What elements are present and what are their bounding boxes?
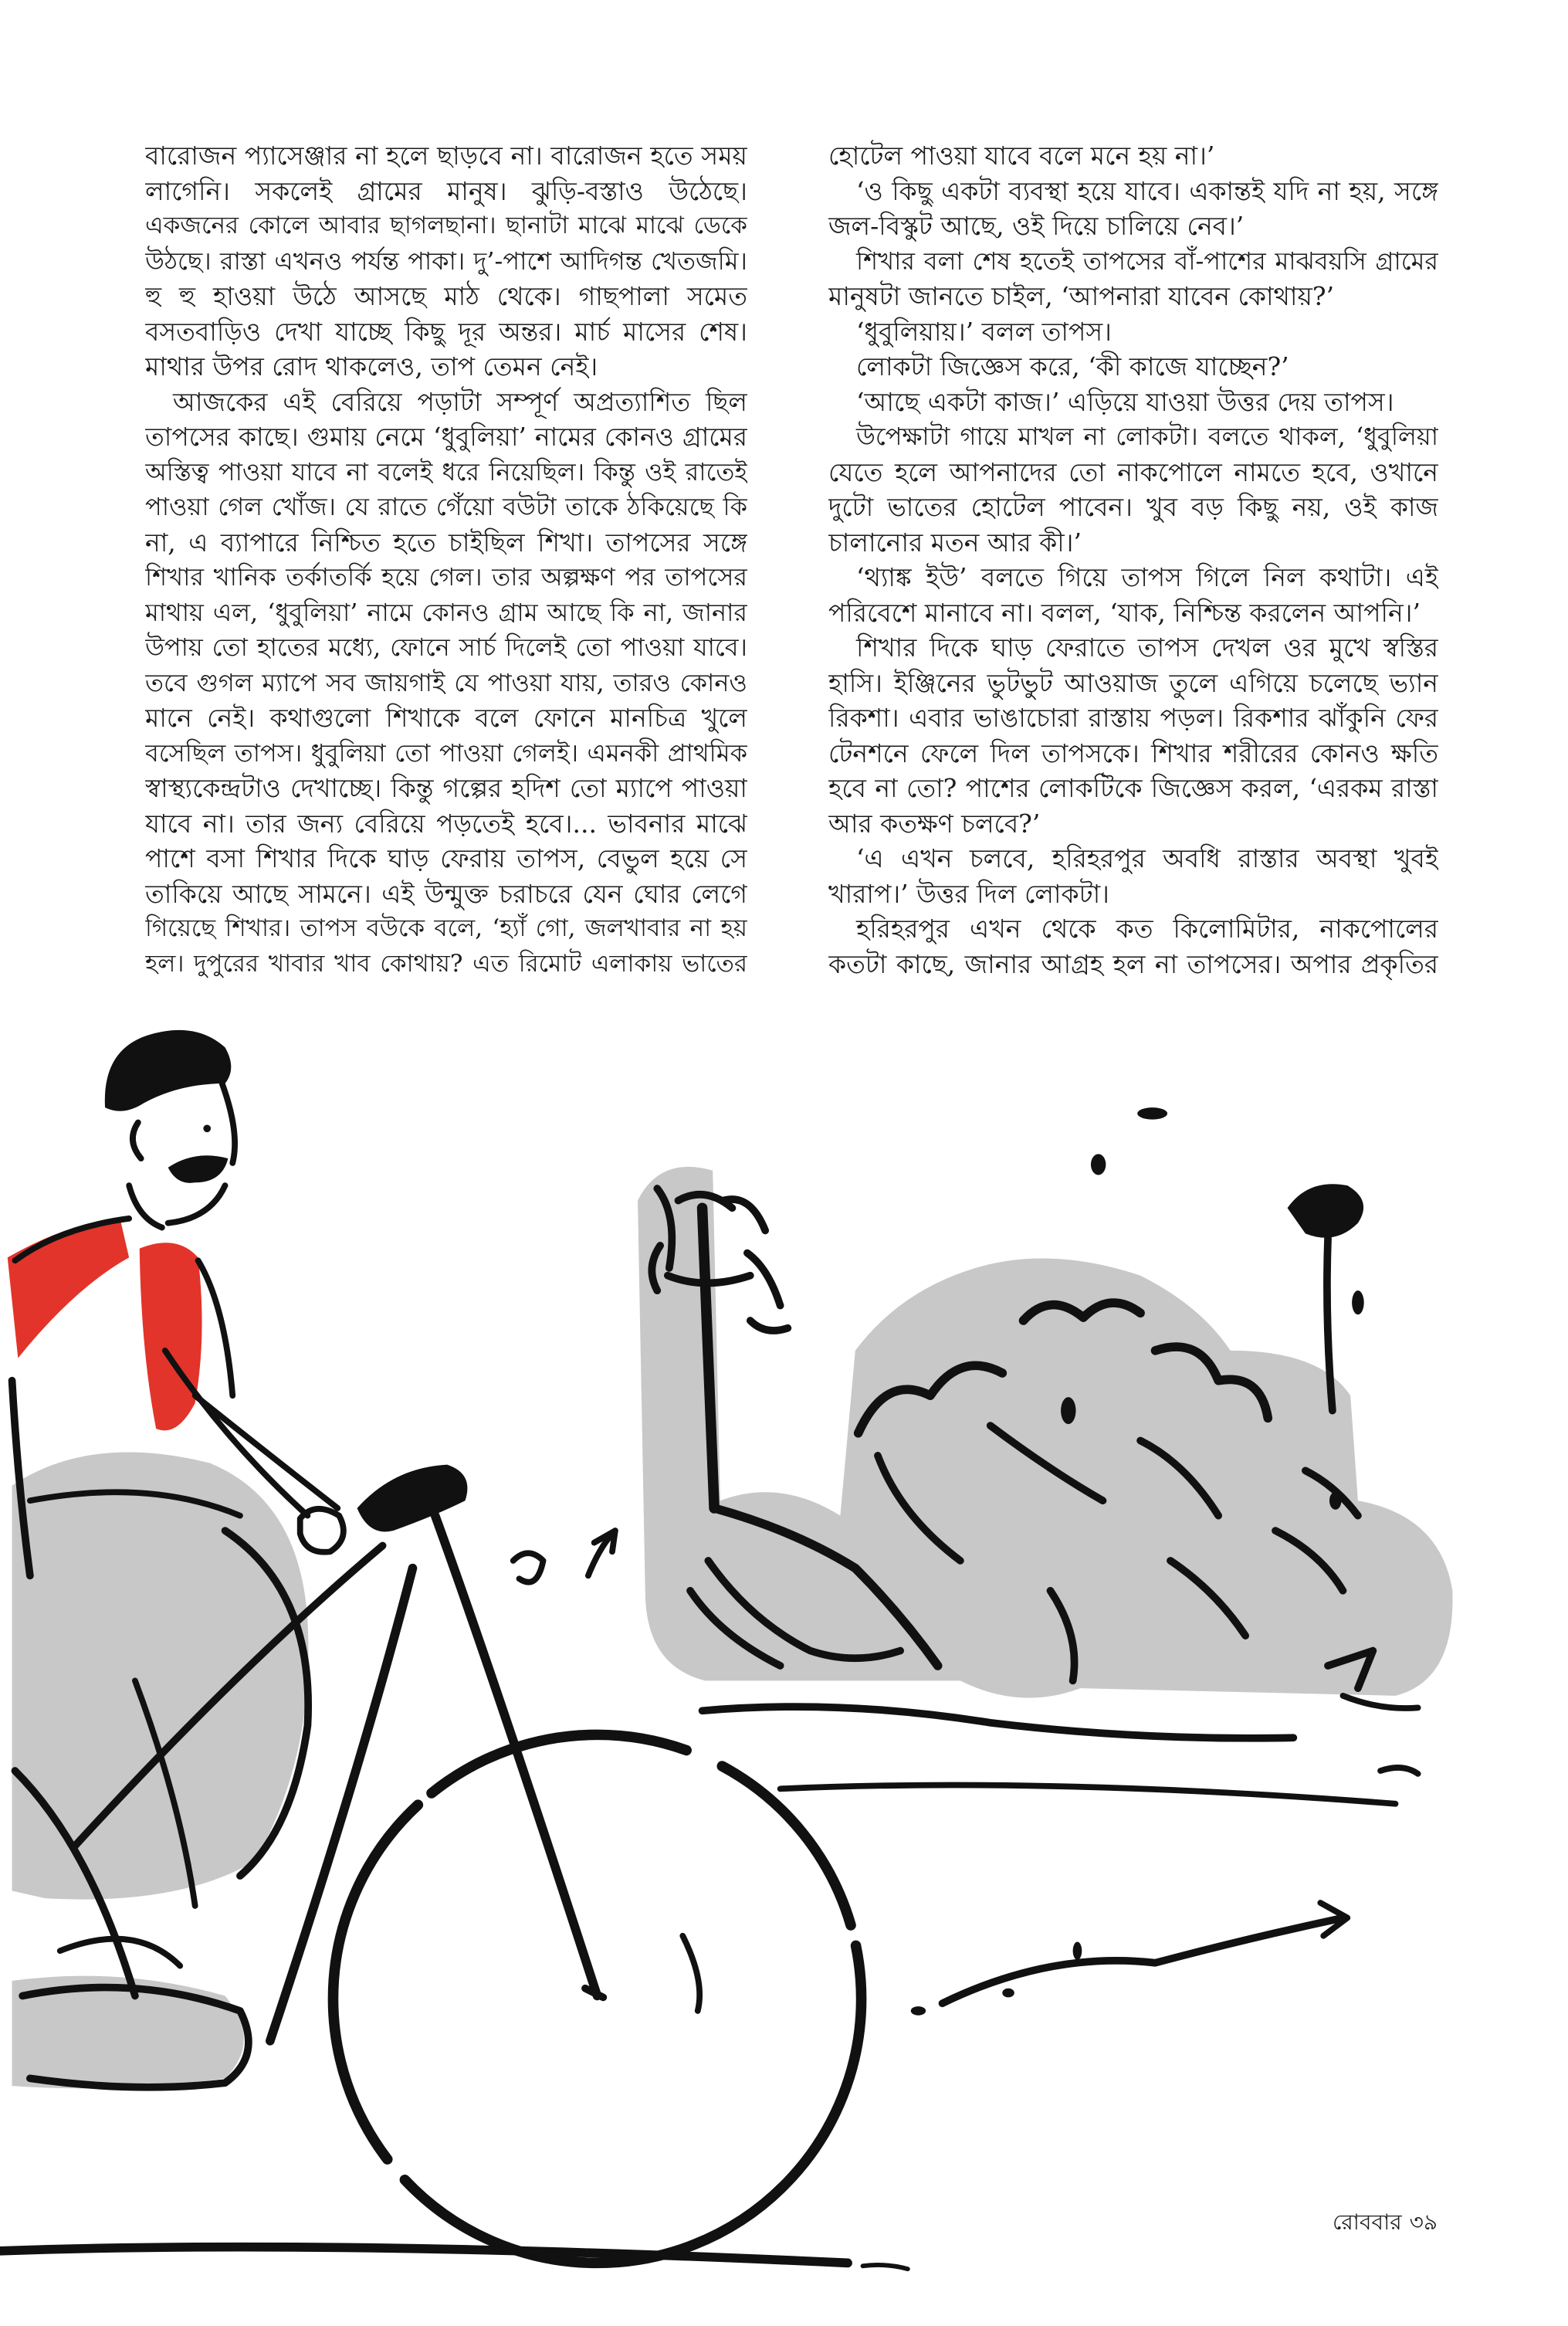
text-line: হরিহরপুর এখন থেকে কত কিলোমিটার, নাকপোলের — [856, 914, 1438, 944]
text-line: তবে গুগল ম্যাপে সব জায়গাই যে পাওয়া যায়, তারও কোনও — [145, 667, 747, 697]
ink-speck — [911, 2006, 926, 2016]
right-text-column — [828, 138, 1438, 982]
leaf-stroke — [723, 1199, 765, 1230]
paragraph — [828, 244, 1438, 314]
lower-leg-outline — [135, 1680, 195, 1905]
top-tube — [75, 1546, 382, 1846]
page-number: ৩৯ — [1409, 2209, 1438, 2235]
red-vest — [8, 1219, 202, 1430]
text-line: দুটো ভাতের হোটেল পাবেন। খুব বড় কিছু নয়, ওই কাজ — [828, 492, 1438, 522]
text-line: ‘আছে একটা কাজ।’ এড়িয়ে যাওয়া উত্তর দেয় তাপস। — [856, 386, 1394, 417]
road-line — [703, 1707, 1294, 1738]
neck-outline — [129, 1185, 162, 1227]
grass-stroke — [588, 1531, 615, 1575]
arm-outline-lower — [195, 1395, 338, 1508]
bush-stroke — [991, 1426, 1103, 1500]
text-line: তাকিয়ে আছে সামনে। এই উন্মুক্ত চরাচরে যেন ঘোর লেগে — [145, 878, 747, 909]
paragraph — [828, 841, 1438, 911]
bush-stroke — [878, 1456, 960, 1561]
arm-outline-upper — [165, 1351, 308, 1516]
leaf-stroke — [747, 1253, 781, 1306]
paragraph — [828, 174, 1438, 244]
wheel-hub — [585, 1989, 603, 1998]
text-line: খারাপ।’ উত্তর দিল লোকটা। — [828, 878, 1109, 909]
eye — [203, 1124, 211, 1132]
bush-stroke — [1050, 1591, 1074, 1681]
left-text-column — [145, 138, 747, 982]
leaf-stroke — [657, 1188, 672, 1268]
paragraph — [828, 419, 1438, 560]
hand — [300, 1509, 344, 1552]
leaf-arrow — [1328, 1651, 1373, 1689]
paragraph — [828, 314, 1438, 350]
wheel-mark — [682, 1936, 699, 2011]
road-dash — [863, 2265, 908, 2269]
text-line: মানুষটা জানতে চাইল, ‘আপনারা যাবেন কোথায়?’ — [828, 281, 1335, 311]
bush-outline — [859, 1365, 1003, 1433]
text-line: তাপসের কাছে। গুমায় নেমে ‘ধুবুলিয়া’ নামের কোনও গ্রামের — [145, 422, 747, 452]
text-line: শিখার বলা শেষ হতেই তাপসের বাঁ-পাশের মাঝবয়সি গ্রামের — [856, 246, 1438, 276]
paragraph — [145, 138, 747, 385]
text-line: পাওয়া গেল খোঁজ। যে রাতে গেঁয়ো বউটা তাকে ঠকিয়েছে কি — [145, 492, 747, 521]
text-line: টেনশনে ফেলে দিল তাপসকে। শিখার শরীরের কোনও ক্ষতি — [828, 737, 1438, 768]
text-line: শিখার দিকে ঘাড় ফেরাতে তাপস দেখল ওর মুখে স্বস্তির — [856, 632, 1438, 663]
text-line: কতটা কাছে, জানার আগ্রহ হল না তাপসের। অপার প্রকৃতির — [828, 948, 1438, 979]
chin-outline — [168, 1185, 225, 1223]
flower-head — [1288, 1184, 1364, 1238]
front-wheel — [333, 1734, 861, 2263]
flower-stem — [1327, 1238, 1333, 1410]
text-line: বসতবাড়িও দেখা যাচ্ছে কিছু দূর অন্তর। মার্চ মাসের শেষ। — [145, 316, 747, 347]
shoulder-outline — [15, 1219, 129, 1260]
text-line: ‘ও কিছু একটা ব্যবস্থা হয়ে যাবে। একান্তই যদি না হয়, সঙ্গে — [856, 175, 1438, 206]
bush-outline — [1156, 1347, 1268, 1418]
bush-stroke — [1170, 1561, 1245, 1636]
text-line: আর কতক্ষণ চলবে?’ — [828, 808, 1041, 839]
text-line: উঠছে। রাস্তা এখনও পর্যন্ত পাকা। দু’-পাশে আদিগন্ত খেতজমি। — [145, 246, 747, 276]
chest-outline — [198, 1260, 233, 1395]
road-right — [703, 1707, 1418, 2016]
text-line: আজকের এই বেরিয়ে পড়াটা সম্পূর্ণ অপ্রত্যাশিত ছিল — [173, 386, 747, 417]
leaf-stroke — [750, 1321, 788, 1331]
text-line: মাথার উপর রোদ থাকলেও, তাপ তেমন নেই। — [145, 351, 598, 381]
bicycle — [15, 1465, 861, 2263]
text-line: না, এ ব্যাপারে নিশ্চিত হতে চাইছিল শিখা। তাপসের সঙ্গে — [145, 527, 747, 558]
leaf-stroke — [652, 1246, 660, 1290]
ink-speck — [1137, 1107, 1167, 1120]
crank-outline — [60, 1939, 180, 1966]
face-outline — [222, 1083, 235, 1163]
foot-outline — [22, 1988, 249, 2087]
rear-fender — [15, 1771, 134, 1995]
text-line: একজনের কোলে আবার ছাগলছানা। ছানাটা মাঝে মাঝে ডেকে — [145, 212, 747, 239]
text-line: হু হু হাওয়া উঠে আসছে মাঠ থেকে। গাছপালা সমেত — [145, 281, 747, 311]
text-line: অস্তিত্ব পাওয়া যাবে না বলেই ধরে নিয়েছিল। কিন্তু ওই রাতেই — [145, 456, 747, 487]
cyclist — [12, 1030, 344, 2087]
down-tube — [270, 1568, 413, 2041]
foot-shade — [12, 1976, 244, 2089]
road-line — [781, 1785, 1396, 1804]
grey-shading — [12, 1167, 1453, 2088]
text-line: হোটেল পাওয়া যাবে বলে মনে হয় না।’ — [828, 141, 1215, 171]
text-line: যাবে না। তার জন্য বেরিয়ে পড়তেই হবে।... ভাবনার মাঝে — [145, 808, 747, 839]
paragraph — [145, 385, 747, 982]
leaf-stroke — [678, 1195, 732, 1208]
shrub-stroke — [690, 1591, 781, 1666]
road-line — [0, 2247, 848, 2263]
road-dash — [1380, 1768, 1418, 1774]
bush-stroke — [1306, 1470, 1358, 1515]
text-line: শিখার খানিক তর্কাতর্কি হয়ে গেল। তার অল্পক্ষণ পর তাপসের — [145, 562, 747, 592]
trousers-shade — [12, 1453, 309, 1900]
leaf-stroke — [1343, 1696, 1417, 1708]
cap — [105, 1030, 232, 1111]
knee-outline — [225, 1531, 309, 1876]
text-line: ‘থ্যাঙ্ক ইউ’ বলতে গিয়ে তাপস গিলে নিল কথাটা। এই — [856, 562, 1438, 592]
bush-stroke — [1140, 1440, 1218, 1515]
text-line: হল। দুপুরের খাবার খাব কোথায়? এত রিমোট এলাকায় ভাতের — [145, 949, 747, 978]
ink-speck — [1002, 1989, 1014, 1998]
mustache — [168, 1155, 229, 1183]
text-line: বারোজন প্যাসেঞ্জার না হলে ছাড়বে না। বারোজন হতে সময় — [145, 141, 747, 171]
ink-speck — [1091, 1154, 1106, 1175]
text-line: বসেছিল তাপস। ধুবুলিয়া তো পাওয়া গেলই। এমনকী প্রাথমিক — [145, 737, 747, 768]
shrub-stroke — [708, 1561, 900, 1658]
grass-stroke — [594, 1531, 615, 1551]
ink-speck — [1329, 1492, 1342, 1510]
text-line: মানে নেই। কথাগুলো শিখাকে বলে ফোনে মানচিত্র খুলে — [145, 703, 747, 733]
paragraph — [828, 349, 1438, 385]
text-line: লোকটা জিজ্ঞেস করে, ‘কী কাজে যাচ্ছেন?’ — [856, 351, 1289, 381]
text-line: স্বাস্থ্যকেন্দ্রটাও দেখাচ্ছে। কিন্তু গল্পের হদিশ তো ম্যাপে পাওয়া — [145, 773, 747, 803]
text-line: হবে না তো? পাশের লোকটিকে জিজ্ঞেস করল, ‘এরকম রাস্তা — [828, 773, 1438, 803]
bush-stroke — [1275, 1531, 1343, 1591]
text-line: চালানোর মতন আর কী।’ — [828, 527, 1082, 558]
roadside-foliage — [513, 1107, 1418, 1708]
shrub-stroke — [714, 1508, 938, 1666]
page-footer — [1333, 2209, 1438, 2236]
magazine-name: রোববার — [1333, 2209, 1402, 2235]
text-line: রিকশা। এবার ভাঙাচোরা রাস্তায় পড়ল। রিকশার ঝাঁকুনি ফের — [828, 703, 1438, 733]
front-fork — [435, 1516, 598, 1996]
text-line: ‘এ এখন চলবে, হরিহরপুর অবধি রাস্তার অবস্থা খুবই — [856, 843, 1438, 873]
paragraph — [828, 630, 1438, 841]
ink-speck — [1061, 1397, 1075, 1424]
text-line: পরিবেশে মানাবে না। বলল, ‘যাক, নিশ্চিন্ত করলেন আপনি।’ — [828, 597, 1421, 628]
paragraph — [828, 138, 1438, 174]
paragraph — [828, 560, 1438, 630]
ear — [133, 1123, 141, 1159]
text-line: গিয়েছে শিখার। তাপস বউকে বলে, ‘হ্যাঁ গো, জলখাবার না হয় — [145, 914, 747, 942]
waist-outline — [30, 1492, 240, 1515]
text-line: লাগেনি। সকলেই গ্রামের মানুষ। ঝুড়ি-বস্তাও উঠেছে। — [145, 175, 747, 206]
red-vest-strap — [8, 1219, 129, 1358]
paragraph — [828, 911, 1438, 982]
road-line — [943, 1917, 1343, 2003]
text-line: পাশে বসা শিখার দিকে ঘাড় ফেরায় তাপস, বেভুল হয়ে সে — [145, 843, 747, 873]
road-left — [0, 2247, 908, 2270]
paragraph — [828, 385, 1438, 420]
foliage-shade — [638, 1167, 1453, 1698]
grass-swirl — [513, 1553, 544, 1582]
road-arrow — [1320, 1903, 1347, 1936]
back-outline — [12, 1381, 30, 1576]
ink-speck — [1073, 1942, 1082, 1960]
plant-stem — [703, 1208, 715, 1508]
text-line: জল-বিস্কুট আছে, ওই দিয়ে চালিয়ে নেব।’ — [828, 211, 1245, 241]
text-line: উপায় তো হাতের মধ্যে, ফোনে সার্চ দিলেই তো পাওয়া যাবে। — [145, 632, 747, 662]
text-line: হাসি। ইঞ্জিনের ভুটভুট আওয়াজ তুলে এগিয়ে চলেছে ভ্যান — [828, 667, 1438, 698]
red-vest-front — [140, 1243, 202, 1430]
handlebar-grip — [357, 1465, 468, 1532]
text-line: ‘ধুবুলিয়ায়।’ বলল তাপস। — [856, 316, 1112, 347]
bush-outline — [1023, 1303, 1140, 1321]
text-line: উপেক্ষাটা গায়ে মাখল না লোকটা। বলতে থাকল, ‘ধুবুলিয়া — [856, 422, 1438, 451]
leaf-stroke — [668, 1276, 750, 1283]
text-line: মাথায় এল, ‘ধুবুলিয়া’ নামে কোনও গ্রাম আছে কি না, জানার — [145, 597, 747, 627]
ink-speck — [1352, 1290, 1364, 1314]
text-line: যেতে হলে আপনাদের তো নাকপোলে নামতে হবে, ওখানে — [828, 456, 1438, 487]
